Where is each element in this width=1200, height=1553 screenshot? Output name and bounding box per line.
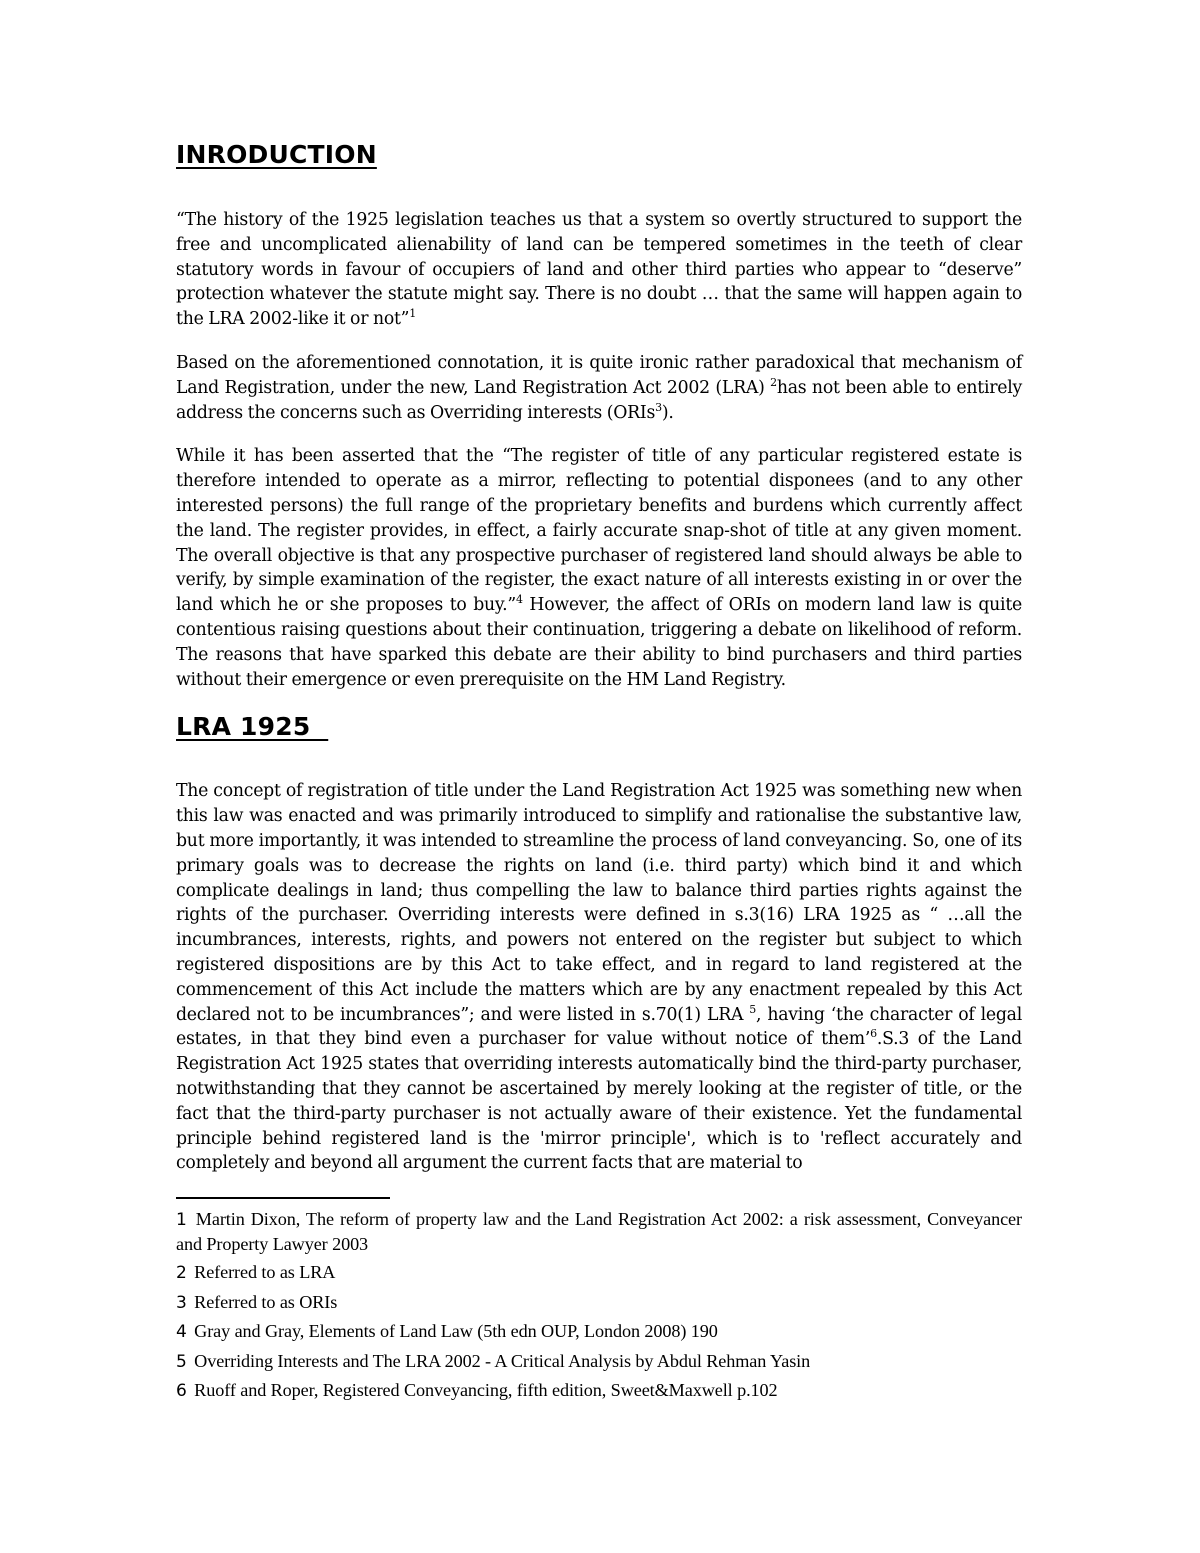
footnote-ref-2: 2 — [770, 376, 777, 390]
introduction-heading: INRODUCTION — [176, 140, 377, 169]
lra-1925-paragraph — [176, 779, 1022, 1176]
lra-p-text-c: .S.3 of the Land Registration Act 1925 states that overriding interests automatically bind the third-party purchaser, notwithstanding that they cannot be ascertained by merely looking at the register of title, or the fact that the third-party purchaser is not actually aware of their existence. Yet the fundamental principle behind registered land is the 'mirror principle', which is to 'reflect accurately and completely and beyond all argument the current facts that are material to — [176, 1029, 1022, 1174]
footnote-number: 1 — [176, 1210, 187, 1231]
intro-p2-text-a: Based on the aforementioned connotation, it is quite ironic rather paradoxical that mechanism of Land Registration, under the new, Land Registration Act 2002 (LRA) — [176, 352, 1022, 398]
footnote-item — [176, 1379, 1022, 1404]
footnote-number: 6 — [176, 1381, 187, 1402]
footnote-text: Overriding Interests and The LRA 2002 - A Critical Analysis by Abdul Rehman Yasin — [194, 1350, 811, 1371]
footnote-divider — [176, 1197, 390, 1199]
lra-p-text-a: The concept of registration of title under the Land Registration Act 1925 was something new when this law was enacted and was primarily introduced to simplify and rationalise the substantive law, but more importantly, it was intended to streamline the process of land conveyancing. So, one of its primary goals was to decrease the rights on land (i.e. third party) which bind it and which complicate dealings in land; thus compelling the law to balance third parties rights against the rights of the purchaser. Overriding interests were defined in s.3(16) LRA 1925 as “ …all the incumbrances, interests, rights, and powers not entered on the register but subject to which registered dispositions are by this Act to take effect, and in regard to land registered at the commencement of this Act include the matters which are by any enactment repealed by this Act declared not to be incumbrances”; and were listed in s.70(1) LRA — [176, 781, 1022, 1025]
footnote-number: 2 — [176, 1263, 187, 1284]
footnote-ref-6: 6 — [870, 1027, 877, 1041]
intro-p2-text-c: ). — [661, 402, 674, 423]
lra-p-text-b: , having ‘the character of legal estates, in that they bind even a purchaser for value without notice of them’ — [176, 1004, 1022, 1050]
footnote-number: 4 — [176, 1322, 187, 1343]
intro-paragraph-2 — [176, 351, 1022, 425]
footnote-text: Referred to as LRA — [194, 1262, 336, 1283]
footnote-text: Referred to as ORIs — [194, 1291, 338, 1312]
intro-paragraph-3 — [176, 444, 1022, 692]
footnote-item — [176, 1208, 1022, 1256]
footnote-ref-5: 5 — [749, 1002, 757, 1016]
footnote-text: Martin Dixon, The reform of property law and the Land Registration Act 2002: a risk assessment, Conveyancer and Property Lawyer 2003 — [176, 1209, 1022, 1254]
footnote-text: Ruoff and Roper, Registered Conveyancing, fifth edition, Sweet&Maxwell p.102 — [194, 1380, 778, 1401]
intro-p2-text-b: has not been able to entirely address the concerns such as Overriding interests (ORIs — [176, 377, 1022, 423]
intro-quote-text: “The history of the 1925 legislation teaches us that a system so overtly structured to support the free and uncomplicated alienability of land can be tempered sometimes in the teeth of clear statutory words in favour of occupiers of land and other third parties who appear to “deserve” protection whatever the statute might say. There is no doubt … that the same will happen again to the LRA 2002-like it or not” — [176, 210, 1022, 330]
footnote-ref-4: 4 — [515, 593, 523, 607]
footnote-item — [176, 1291, 1022, 1316]
footnote-item — [176, 1261, 1022, 1286]
footnote-ref-1: 1 — [409, 307, 417, 321]
intro-quote-paragraph — [176, 208, 1022, 332]
footnote-item — [176, 1350, 1022, 1375]
footnote-number: 3 — [176, 1292, 187, 1313]
footnote-ref-3: 3 — [655, 400, 662, 414]
lra-1925-heading: LRA 1925 — [176, 712, 329, 742]
footnote-number: 5 — [176, 1351, 187, 1372]
document-page — [176, 140, 1022, 1404]
footnote-item — [176, 1320, 1022, 1345]
footnote-text: Gray and Gray, Elements of Land Law (5th edn OUP, London 2008) 190 — [194, 1321, 718, 1342]
intro-p3-text-a: While it has been asserted that the “The register of title of any particular registered estate is therefore intended to operate as a mirror, reflecting to potential disponees (and to any other interested persons) the full range of the proprietary benefits and burdens which currently affect the land. The register provides, in effect, a fairly accurate snap-shot of title at any given moment. The overall objective is that any prospective purchaser of registered land should always be able to verify, by simple examination of the register, the exact nature of all interests existing in or over the land which he or she proposes to buy.” — [176, 446, 1022, 616]
footnotes — [176, 1208, 1022, 1404]
intro-p3-text-b: However, the affect of ORIs on modern land law is quite contentious raising questions about their continuation, triggering a debate on likelihood of reform. The reasons that have sparked this debate are their ability to bind purchasers and third parties without their emergence or even prerequisite on the HM Land Registry. — [176, 595, 1022, 690]
